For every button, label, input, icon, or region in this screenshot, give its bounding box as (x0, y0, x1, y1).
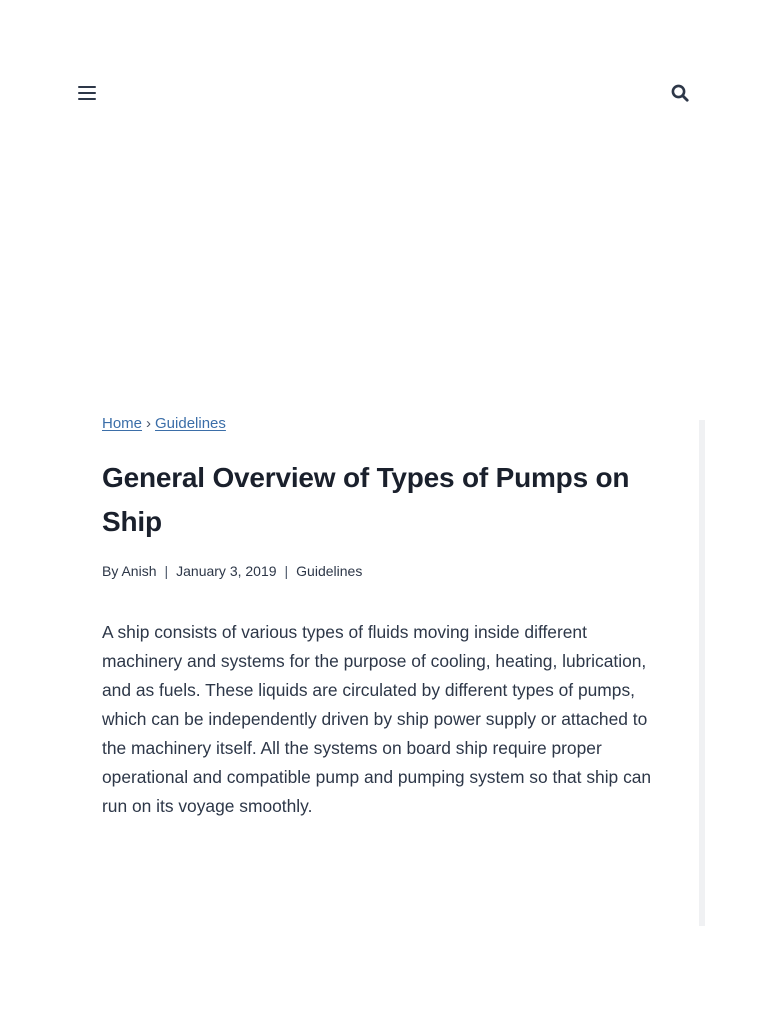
breadcrumb-guidelines-link[interactable]: Guidelines (155, 415, 226, 432)
article (102, 412, 662, 838)
breadcrumb-separator: › (146, 415, 152, 432)
meta-divider: | (284, 563, 289, 579)
search-toggle-button[interactable] (668, 81, 692, 105)
breadcrumb (102, 412, 662, 436)
page-title: General Overview of Types of Pumps on Ship (102, 462, 630, 537)
breadcrumb-home-link[interactable]: Home (102, 415, 143, 432)
site-header (0, 0, 768, 190)
post-meta (102, 560, 662, 582)
post-date: January 3, 2019 (176, 563, 277, 579)
post-author[interactable]: By Anish (102, 563, 157, 579)
hamburger-icon (78, 86, 96, 100)
menu-toggle-button[interactable] (76, 82, 98, 104)
meta-divider: | (164, 563, 169, 579)
post-category[interactable]: Guidelines (296, 563, 363, 579)
article-intro: A ship consists of various types of fluids moving inside different machinery and systems for the purpose of cooling, heating, lubrication, and as fuels. These liquids are circulated by different types of pumps, which can be independently driven by ship power supply or attached to the machinery itself. All the systems on board ship require proper operational and compatible pump and pumping system so that ship can run on its voyage smoothly. (102, 622, 652, 816)
search-icon (671, 84, 689, 102)
sidebar-rail (699, 420, 705, 926)
